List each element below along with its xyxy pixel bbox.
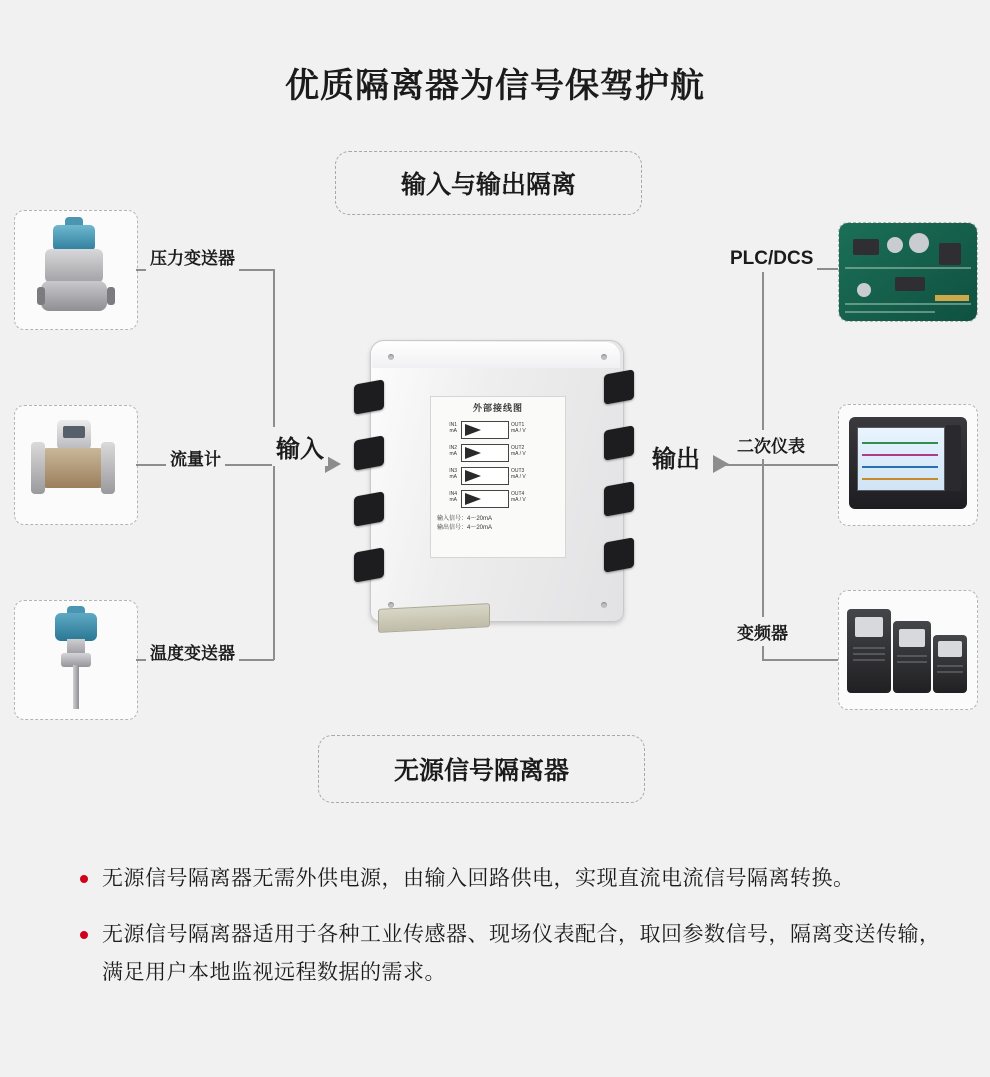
bullet-dot-icon: [80, 931, 88, 939]
wiring-out-top: OUT3: [511, 468, 525, 474]
plc-chip-icon: [939, 243, 961, 265]
wiring-channel-row: [437, 488, 559, 511]
output-label-plc: PLC/DCS: [726, 246, 817, 272]
wiring-diagram-title: 外部接线图: [472, 403, 523, 413]
wiring-channel-in: [437, 491, 457, 503]
bullet-text: 无源信号隔离器无需外供电源，由输入回路供电，实现直流电流信号隔离转换。: [102, 867, 855, 890]
isolator-terminal-right: [604, 481, 634, 516]
plc-board-icon: [839, 223, 977, 321]
flow-meter-thumbnail: [14, 405, 138, 525]
wiring-out-bottom: mA / V: [511, 428, 526, 434]
wiring-channel-out: [511, 422, 526, 434]
wiring-in-bottom: mA: [449, 451, 457, 457]
input-label-temperature: 温度变送器: [146, 637, 239, 666]
flow-meter-flange-icon: [31, 442, 45, 494]
inverter-keypad-icon: [938, 641, 962, 657]
wiring-in-bottom: mA: [449, 428, 457, 434]
wiring-channel-row: [437, 465, 559, 488]
wiring-channel-in: [437, 422, 457, 434]
wiring-channel-out: [511, 468, 526, 480]
wiring-isolation-symbol: [461, 490, 509, 508]
inverter-vent-icon: [897, 661, 927, 663]
wiring-in-top: IN1: [449, 422, 457, 428]
inverter-vent-icon: [853, 659, 885, 661]
list-item: [78, 916, 958, 992]
wiring-in-bottom: mA: [449, 497, 457, 503]
inverter-keypad-icon: [899, 629, 925, 647]
flow-label-input: 输入: [272, 427, 328, 466]
isolator-screw: [601, 602, 607, 608]
flow-meter-body-icon: [41, 448, 105, 488]
wiring-diagram: [437, 419, 559, 515]
inverter-vent-icon: [853, 647, 885, 649]
recorder-trace: [862, 454, 938, 456]
inverter-vent-icon: [937, 671, 963, 673]
frequency-inverter-thumbnail: [838, 590, 978, 710]
recorder-trace: [862, 442, 938, 444]
isolator-terminal-right: [604, 369, 634, 404]
page-title: 优质隔离器为信号保驾护航: [285, 67, 705, 105]
inverter-vent-icon: [937, 665, 963, 667]
input-label-pressure: 压力变送器: [146, 242, 239, 271]
plc-chip-icon: [853, 239, 879, 255]
wiring-out-top: OUT4: [511, 491, 525, 497]
temperature-transmitter-head-icon: [55, 613, 97, 641]
pressure-transmitter-housing-icon: [53, 225, 95, 251]
wiring-channel-in: [437, 468, 457, 480]
wiring-out-bottom: mA / V: [511, 451, 526, 457]
callout-product-bottom: [318, 735, 645, 803]
isolator-top-shade: [372, 342, 620, 368]
wiring-out-bottom: mA / V: [511, 474, 526, 480]
wiring-channel-out: [511, 491, 526, 503]
recorder-button-panel: [945, 425, 961, 491]
wiring-isolation-symbol: [461, 444, 509, 462]
isolator-din-rail-clip: [378, 603, 490, 633]
flow-meter-display-icon: [63, 426, 85, 438]
wiring-out-top: OUT2: [511, 445, 525, 451]
spec-output: 输出信号：4～20mA: [437, 525, 493, 531]
inverter-vent-icon: [897, 655, 927, 657]
isolator-terminal-right: [604, 537, 634, 572]
callout-product-bottom-label: 无源信号隔离器: [393, 757, 569, 785]
isolator-terminal-left: [354, 491, 384, 526]
plc-trace-icon: [845, 267, 971, 269]
pressure-transmitter-body-icon: [45, 249, 103, 283]
isolator-terminal-right: [604, 425, 634, 460]
plc-board-thumbnail: [838, 222, 978, 322]
isolator-label-plate: [430, 396, 566, 558]
wiring-in-top: IN3: [449, 468, 457, 474]
temperature-transmitter-thumbnail: [14, 600, 138, 720]
output-label-secondary-instrument: 二次仪表: [733, 430, 809, 459]
connector-line-secondary-instrument: [762, 464, 840, 466]
isolator-screw: [601, 354, 607, 360]
pressure-transmitter-thumbnail: [14, 210, 138, 330]
output-label-inverter: 变频器: [733, 617, 792, 646]
plc-chip-icon: [895, 277, 925, 291]
plc-capacitor-icon: [887, 237, 903, 253]
paperless-recorder-thumbnail: [838, 404, 978, 526]
flow-meter-flange-icon: [101, 442, 115, 494]
input-label-flow: 流量计: [166, 443, 225, 472]
inverter-keypad-icon: [855, 617, 883, 637]
callout-isolation-top-label: 输入与输出隔离: [400, 171, 576, 199]
feature-bullet-list: [78, 860, 958, 1010]
plc-capacitor-icon: [857, 283, 871, 297]
signal-isolator-device: [352, 334, 642, 639]
wiring-isolation-symbol: [461, 467, 509, 485]
isolator-screw: [388, 354, 394, 360]
pressure-transmitter-bolt-icon: [37, 287, 45, 305]
wiring-channel-in: [437, 445, 457, 457]
flow-label-output: 输出: [648, 437, 704, 476]
connector-line-inverter: [762, 659, 840, 661]
wiring-out-bottom: mA / V: [511, 497, 526, 503]
pressure-transmitter-bolt-icon: [107, 287, 115, 305]
isolator-terminal-left: [354, 435, 384, 470]
plc-connector-icon: [935, 295, 969, 301]
callout-isolation-top: [335, 151, 642, 215]
plc-trace-icon: [845, 303, 971, 305]
wiring-in-top: IN4: [449, 491, 457, 497]
recorder-trace: [862, 478, 938, 480]
isolator-terminal-left: [354, 379, 384, 414]
wiring-out-top: OUT1: [511, 422, 525, 428]
inverter-vent-icon: [853, 653, 885, 655]
recorder-trace: [862, 466, 938, 468]
plc-capacitor-icon: [909, 233, 929, 253]
plc-trace-icon: [845, 311, 935, 313]
wiring-channel-row: [437, 442, 559, 465]
recorder-display-icon: [857, 427, 945, 491]
isolator-terminal-left: [354, 547, 384, 582]
list-item: [78, 860, 958, 898]
wiring-in-top: IN2: [449, 445, 457, 451]
temperature-transmitter-probe-icon: [73, 665, 79, 709]
bullet-text: 无源信号隔离器适用于各种工业传感器、现场仪表配合，取回参数信号，隔离变送传输，满足用户本地监视远程数据的需求。: [102, 923, 941, 984]
wiring-isolation-symbol: [461, 421, 509, 439]
bullet-dot-icon: [80, 875, 88, 883]
arrow-output-icon: [713, 455, 729, 473]
wiring-channel-row: [437, 419, 559, 442]
wiring-in-bottom: mA: [449, 474, 457, 480]
wiring-channel-out: [511, 445, 526, 457]
pressure-transmitter-flange-icon: [41, 281, 107, 311]
spec-input: 输入信号：4～20mA: [437, 516, 493, 522]
